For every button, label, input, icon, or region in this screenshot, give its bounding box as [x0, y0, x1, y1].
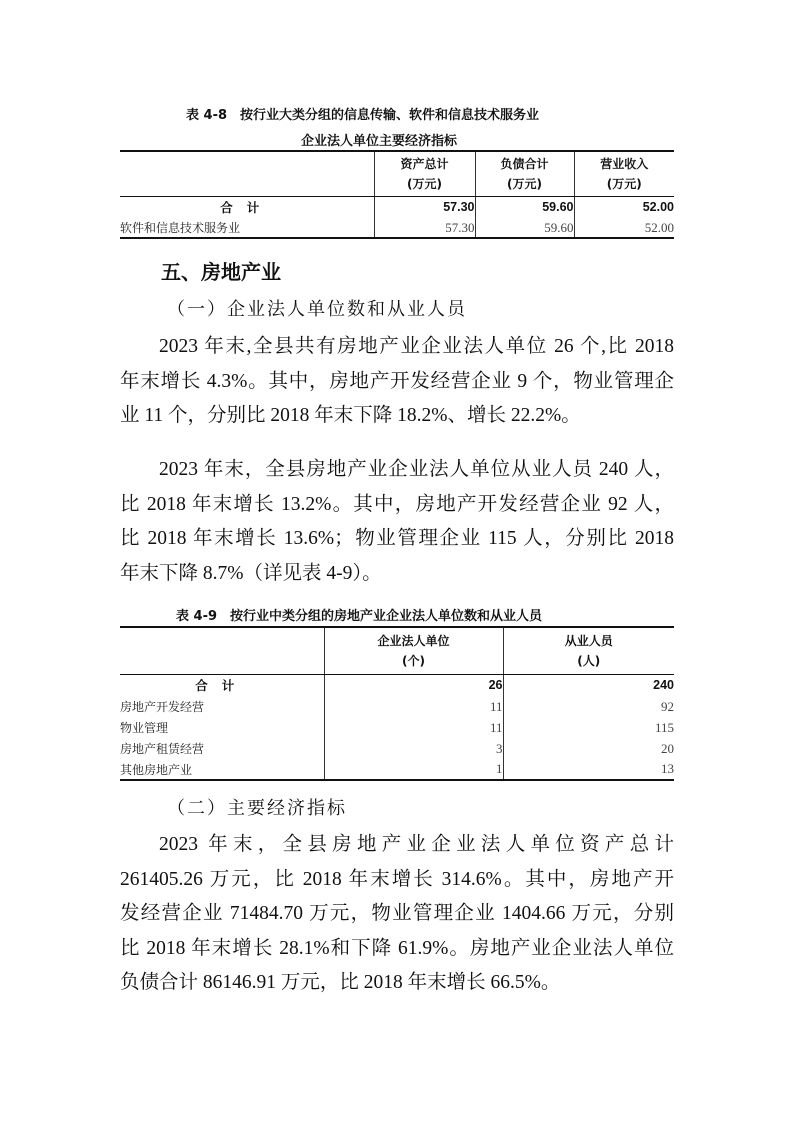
paragraph-line: 2023 年末,全县共有房地产业企业法人单位 26 个,比 2018 — [159, 336, 674, 357]
paragraph-economic-indicators — [120, 828, 674, 1001]
table-header-row — [120, 627, 674, 674]
row-label: 房地产开发经营 — [120, 700, 205, 714]
paragraph-line: 负债合计 86146.91 万元，比 2018 年末增长 66.5%。 — [120, 972, 561, 993]
total-label: 合计 — [195, 678, 249, 694]
row-assets: 57.30 — [374, 218, 475, 238]
total-employees: 240 — [503, 674, 674, 696]
table-4-8-title-line1: 表 4-8 按行业大类分组的信息传输、软件和信息技术服务业 — [186, 108, 540, 123]
column-name: 企业法人单位 — [377, 633, 450, 648]
row-label: 软件和信息技术服务业 — [120, 218, 374, 238]
column-name: 从业人员 — [564, 633, 613, 648]
row-employees: 20 — [503, 738, 674, 759]
paragraph-units — [120, 330, 674, 434]
column-header-revenue — [574, 151, 674, 196]
column-name: 营业收入 — [600, 156, 649, 171]
subsection-heading-1: （一）企业法人单位数和从业人员 — [167, 299, 467, 320]
total-liabilities: 59.60 — [475, 196, 574, 218]
column-header-liabilities — [475, 151, 574, 196]
table-4-8 — [120, 150, 674, 239]
paragraph-line: 比 2018 年末增长 13.6%；物业管理企业 115 人，分别比 2018 — [120, 528, 674, 549]
paragraph-line: 年末增长 4.3%。其中，房地产开发经营企业 9 个，物业管理企 — [120, 370, 674, 392]
column-name: 资产总计 — [400, 156, 449, 171]
column-header-employees — [503, 627, 674, 674]
paragraph-employees — [120, 453, 674, 591]
table-4-8-title-line2: 企业法人单位主要经济指标 — [301, 134, 458, 149]
table-total-row — [120, 674, 674, 696]
paragraph-line: 比 2018 年末增长 28.1%和下降 61.9%。房地产业企业法人单位 — [120, 937, 674, 959]
row-label: 房地产租赁经营 — [120, 742, 205, 756]
column-header-assets — [374, 151, 475, 196]
table-4-9-title: 表 4-9 按行业中类分组的房地产业企业法人单位数和从业人员 — [176, 609, 543, 624]
row-employees: 115 — [503, 717, 674, 738]
row-liabilities: 59.60 — [475, 218, 574, 238]
row-employees: 92 — [503, 696, 674, 717]
table-row — [120, 696, 674, 717]
subsection-heading-2: （二）主要经济指标 — [167, 798, 347, 819]
table-total-row — [120, 196, 674, 218]
paragraph-line: 发经营企业 71484.70 万元，物业管理企业 1404.66 万元，分别 — [120, 903, 674, 924]
row-units: 1 — [324, 759, 503, 780]
paragraph-line: 261405.26 万元，比 2018 年末增长 314.6%。其中，房地产开 — [120, 868, 674, 890]
row-revenue: 52.00 — [574, 218, 674, 238]
column-unit: (万元) — [407, 176, 442, 191]
table-row — [120, 759, 674, 780]
row-units: 11 — [324, 696, 503, 717]
row-label: 其他房地产业 — [120, 759, 324, 780]
total-assets: 57.30 — [374, 196, 475, 218]
paragraph-line: 比 2018 年末增长 13.2%。其中，房地产开发经营企业 92 人， — [120, 493, 674, 515]
row-units: 11 — [324, 717, 503, 738]
table-header-row — [120, 151, 674, 196]
paragraph-line: 年末下降 8.7%（详见表 4-9）。 — [120, 562, 382, 584]
column-unit: (万元) — [606, 176, 642, 191]
row-employees: 13 — [503, 759, 674, 780]
header-blank-cell — [120, 627, 324, 674]
table-row — [120, 717, 674, 738]
column-unit: (个) — [402, 653, 425, 668]
column-unit: (万元) — [507, 176, 542, 191]
total-revenue: 52.00 — [574, 196, 674, 218]
header-blank-cell — [120, 151, 374, 196]
row-label: 物业管理 — [120, 721, 169, 735]
row-units: 3 — [324, 738, 503, 759]
column-unit: (人) — [577, 653, 601, 668]
total-label: 合计 — [220, 200, 274, 216]
paragraph-line: 业 11 个，分别比 2018 年末下降 18.2%、增长 22.2%。 — [120, 405, 581, 426]
total-units: 26 — [324, 674, 503, 696]
table-row — [120, 218, 674, 238]
paragraph-line: 2023 年末，全县房地产业企业法人单位从业人员 240 人， — [159, 459, 674, 480]
column-header-units — [324, 627, 503, 674]
paragraph-line: 2023 年末，全县房地产业企业法人单位资产总计 — [159, 834, 674, 855]
section-heading: 五、房地产业 — [161, 260, 281, 284]
table-4-9 — [120, 626, 674, 781]
column-name: 负债合计 — [500, 156, 549, 171]
table-row — [120, 738, 674, 759]
